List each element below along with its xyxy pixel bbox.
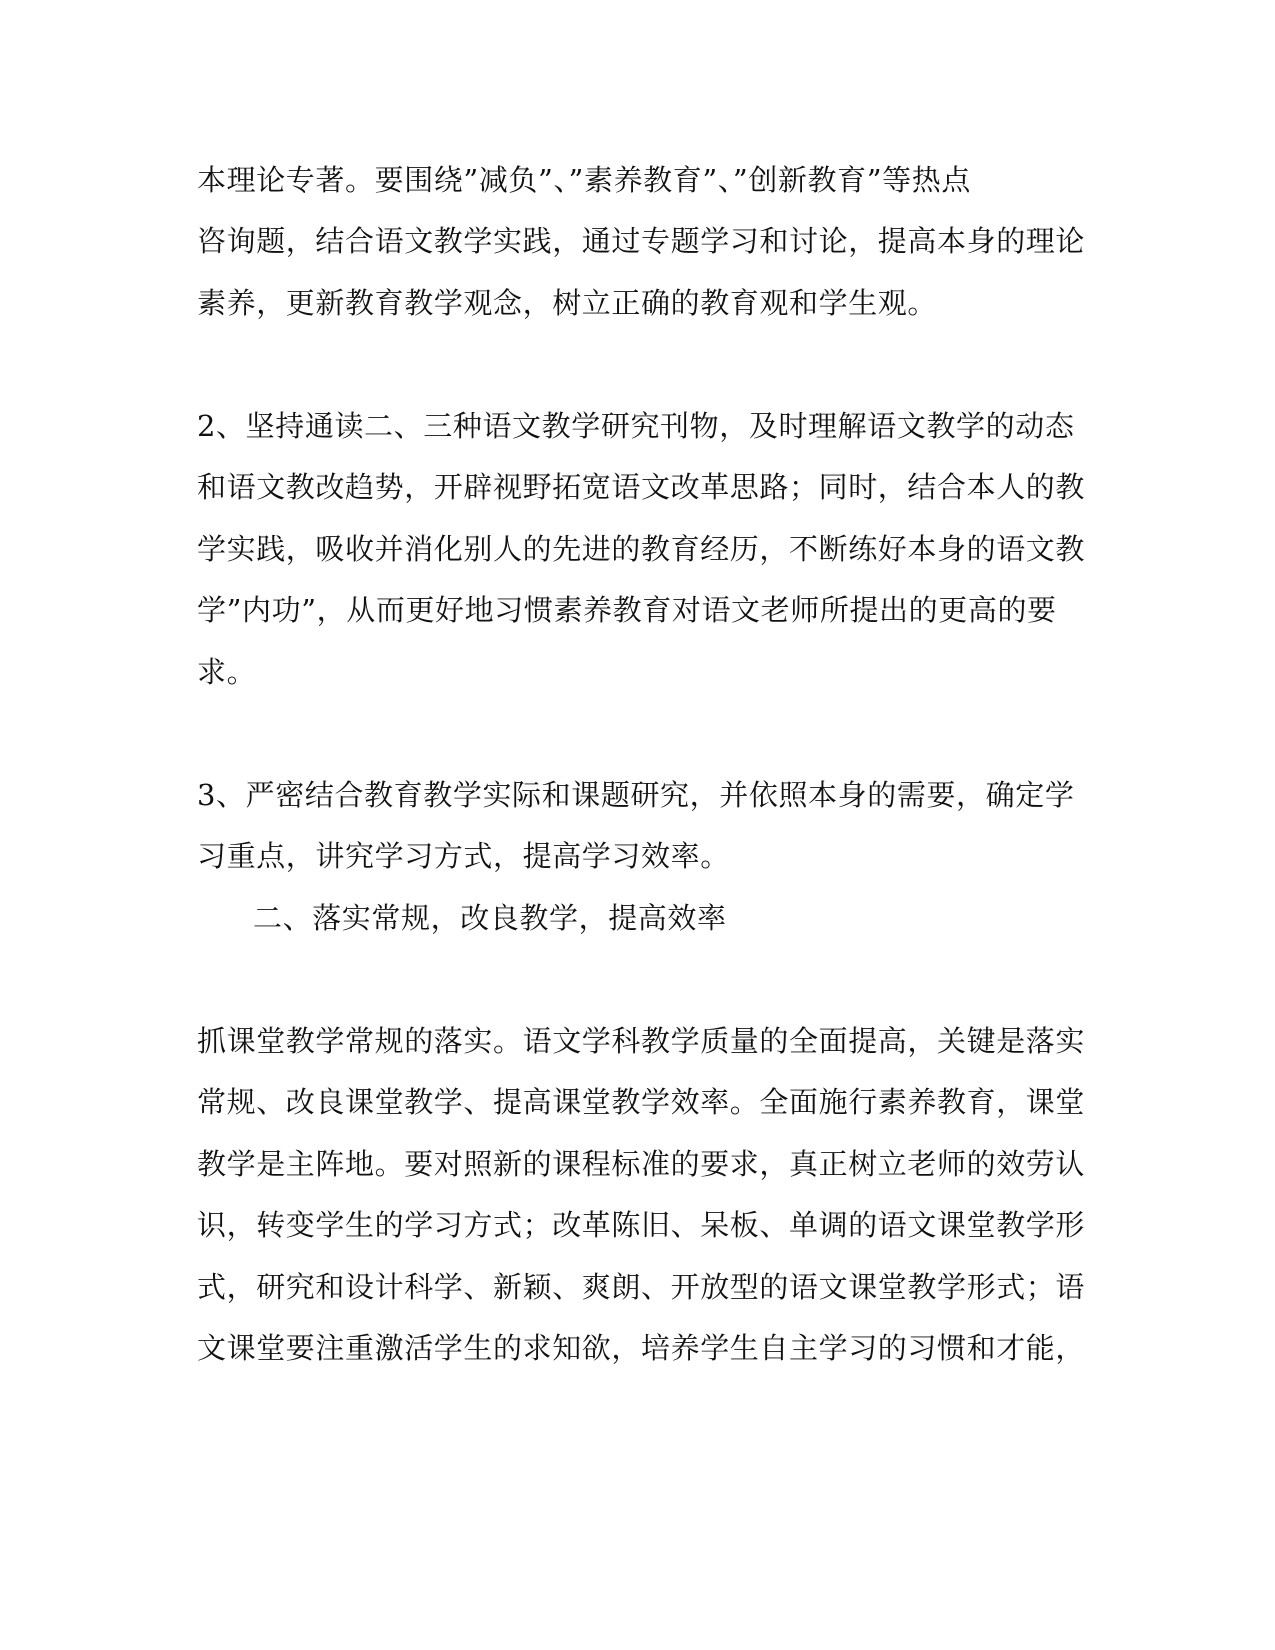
text-line: 本理论专著。要围绕”减负”、”素养教育”、”创新教育”等热点 <box>197 163 971 197</box>
text-line: 文课堂要注重激活学生的求知欲，培养学生自主学习的习惯和才能， <box>197 1331 1086 1365</box>
text-line: 咨询题，结合语文教学实践，通过专题学习和讨论，提高本身的理论 <box>197 224 1086 258</box>
text-line: 习重点，讲究学习方式，提高学习效率。 <box>197 839 730 873</box>
section-heading: 二、落实常规，改良教学，提高效率 <box>253 901 727 935</box>
text-line: 学实践，吸收并消化别人的先进的教育经历，不断练好本身的语文教 <box>197 532 1086 566</box>
text-line: 抓课堂教学常规的落实。语文学科教学质量的全面提高，关键是落实 <box>197 1024 1086 1058</box>
text-line: 2、坚持通读二、三种语文教学研究刊物，及时理解语文教学的动态 <box>197 409 1075 443</box>
text-line: 求。 <box>197 655 257 689</box>
text-line: 学”内功”，从而更好地习惯素养教育对语文老师所提出的更高的要 <box>197 593 1057 627</box>
text-line: 式，研究和设计科学、新颖、爽朗、开放型的语文课堂教学形式；语 <box>197 1270 1086 1304</box>
text-line: 教学是主阵地。要对照新的课程标准的要求，真正树立老师的效劳认 <box>197 1147 1086 1181</box>
text-line: 素养，更新教育教学观念，树立正确的教育观和学生观。 <box>197 286 938 320</box>
text-line: 常规、改良课堂教学、提高课堂教学效率。全面施行素养教育，课堂 <box>197 1085 1086 1119</box>
text-line: 识，转变学生的学习方式；改革陈旧、呆板、单调的语文课堂教学形 <box>197 1208 1086 1242</box>
text-line: 3、严密结合教育教学实际和课题研究，并依照本身的需要，确定学 <box>197 778 1075 812</box>
text-line: 和语文教改趋势，开辟视野拓宽语文改革思路；同时，结合本人的教 <box>197 470 1086 504</box>
